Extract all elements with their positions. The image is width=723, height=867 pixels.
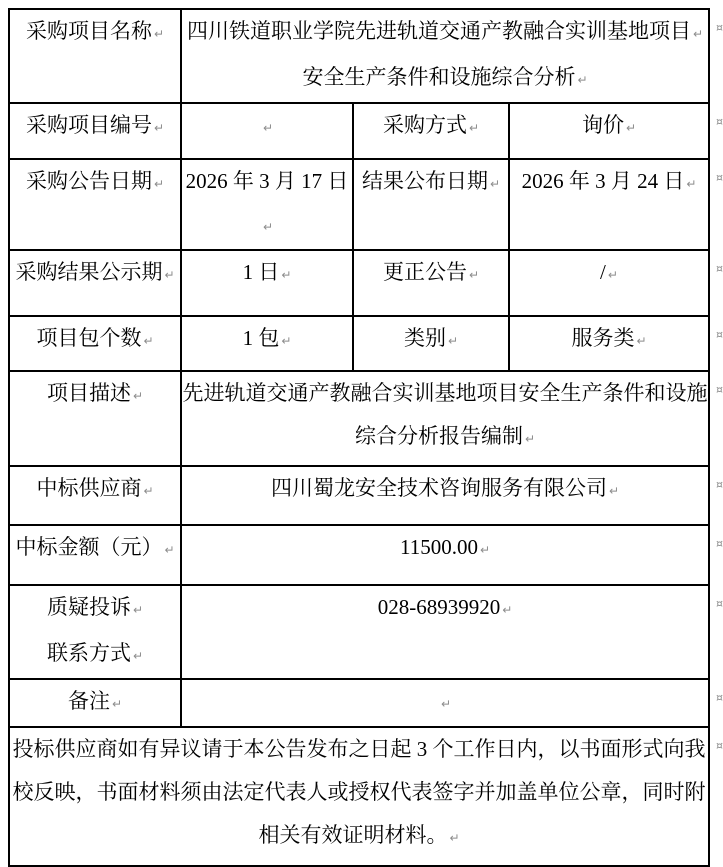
package-count-value-cell[interactable] xyxy=(181,316,353,371)
publicity-period-value: 1 日 xyxy=(242,260,280,284)
paragraph-mark-icon: ↵ xyxy=(468,121,480,135)
project-name-label-cell[interactable] xyxy=(9,9,181,103)
objection-note-cell[interactable] xyxy=(9,727,723,866)
remark-label-cell[interactable] xyxy=(9,679,181,727)
paragraph-mark-icon: ↵ xyxy=(164,543,175,557)
project-name-value-cell[interactable] xyxy=(181,9,723,103)
paragraph-mark-icon: ↵ xyxy=(636,334,647,348)
paragraph-mark-icon: ↵ xyxy=(153,121,165,135)
paragraph-mark-icon: ↵ xyxy=(132,389,144,403)
description-value-line-2: 综合分析报告编制 xyxy=(354,424,523,448)
procurement-result-table xyxy=(8,8,723,867)
paragraph-mark-icon: ↵ xyxy=(524,432,536,446)
purchase-method-label-cell[interactable] xyxy=(353,103,509,159)
row-project-name xyxy=(9,9,709,103)
row-winning-supplier xyxy=(9,466,709,525)
package-count-label: 项目包个数 xyxy=(36,326,142,350)
complaint-contact-label-line-2: 联系方式 xyxy=(46,641,131,665)
purchase-method-value: 询价 xyxy=(581,113,624,137)
winning-amount-label: 中标金额（元） xyxy=(15,535,163,559)
cell-end-mark-icon: ¤ xyxy=(716,597,723,610)
paragraph-mark-icon: ↵ xyxy=(153,177,165,191)
winning-amount-label-cell[interactable] xyxy=(9,525,181,585)
announcement-date-label-cell[interactable] xyxy=(9,159,181,250)
row-publicity-correction xyxy=(9,250,709,316)
cell-end-mark-icon: ¤ xyxy=(716,691,723,704)
category-value: 服务类 xyxy=(571,326,635,350)
project-number-label-cell[interactable] xyxy=(9,103,181,159)
category-value-cell[interactable] xyxy=(509,316,723,371)
paragraph-mark-icon: ↵ xyxy=(502,603,513,617)
cell-end-mark-icon: ¤ xyxy=(716,21,723,34)
row-remark xyxy=(9,679,709,727)
paragraph-mark-icon: ↵ xyxy=(111,697,123,711)
cell-end-mark-icon: ¤ xyxy=(716,115,723,128)
paragraph-mark-icon: ↵ xyxy=(440,697,452,711)
paragraph-mark-icon: ↵ xyxy=(692,27,704,41)
correction-notice-label: 更正公告 xyxy=(382,260,467,284)
publicity-period-label: 采购结果公示期 xyxy=(15,260,163,284)
row-dates xyxy=(9,159,709,250)
result-publish-date-label: 结果公布日期 xyxy=(361,169,488,193)
cell-end-mark-icon: ¤ xyxy=(716,171,723,184)
winning-supplier-label-cell[interactable] xyxy=(9,466,181,525)
paragraph-mark-icon: ↵ xyxy=(281,334,292,348)
paragraph-mark-icon: ↵ xyxy=(447,334,459,348)
project-name-label: 采购项目名称 xyxy=(25,19,152,43)
cell-end-mark-icon: ¤ xyxy=(716,537,723,550)
announcement-date-value-cell[interactable] xyxy=(181,159,353,250)
complaint-contact-value: 028-68939920 xyxy=(377,595,501,619)
paragraph-mark-icon: ↵ xyxy=(262,220,274,234)
cell-end-mark-icon: ¤ xyxy=(716,383,723,396)
winning-supplier-label: 中标供应商 xyxy=(36,476,142,500)
paragraph-mark-icon: ↵ xyxy=(143,484,154,498)
complaint-contact-label-cell[interactable] xyxy=(9,585,181,679)
project-name-value-line-1: 四川铁道职业学院先进轨道交通产教融合实训基地项目 xyxy=(186,19,691,43)
paragraph-mark-icon: ↵ xyxy=(449,831,460,845)
result-publish-date-value: 2026 年 3 月 24 日 xyxy=(521,169,685,193)
description-value-line-1: 先进轨道交通产教融合实训基地项目安全生产条件和设施 xyxy=(182,381,708,405)
category-label: 类别 xyxy=(403,326,446,350)
paragraph-mark-icon: ↵ xyxy=(143,334,154,348)
correction-notice-label-cell[interactable] xyxy=(353,250,509,316)
winning-amount-value: 11500.00 xyxy=(399,535,478,559)
purchase-method-label: 采购方式 xyxy=(382,113,467,137)
announcement-date-label: 采购公告日期 xyxy=(25,169,152,193)
paragraph-mark-icon: ↵ xyxy=(132,603,144,617)
complaint-contact-label-line-1: 质疑投诉 xyxy=(46,595,131,619)
complaint-contact-value-cell[interactable] xyxy=(181,585,723,679)
description-label-cell[interactable] xyxy=(9,371,181,466)
project-name-value-line-2: 安全生产条件和设施综合分析 xyxy=(302,65,576,89)
result-publish-date-label-cell[interactable] xyxy=(353,159,509,250)
row-package-category xyxy=(9,316,709,371)
package-count-label-cell[interactable] xyxy=(9,316,181,371)
description-label: 项目描述 xyxy=(46,381,131,405)
paragraph-mark-icon: ↵ xyxy=(281,268,292,282)
result-publish-date-value-cell[interactable] xyxy=(509,159,723,250)
row-objection-note xyxy=(9,727,709,866)
publicity-period-label-cell[interactable] xyxy=(9,250,181,316)
row-project-number-method xyxy=(9,103,709,159)
cell-end-mark-icon: ¤ xyxy=(716,328,723,341)
paragraph-mark-icon: ↵ xyxy=(607,268,618,282)
category-label-cell[interactable] xyxy=(353,316,509,371)
description-value-cell[interactable] xyxy=(181,371,723,466)
correction-notice-value-cell[interactable] xyxy=(509,250,723,316)
paragraph-mark-icon: ↵ xyxy=(686,177,697,191)
winning-amount-value-cell[interactable] xyxy=(181,525,723,585)
paragraph-mark-icon: ↵ xyxy=(608,484,620,498)
winning-supplier-value-cell[interactable] xyxy=(181,466,723,525)
package-count-value: 1 包 xyxy=(242,326,280,350)
publicity-period-value-cell[interactable] xyxy=(181,250,353,316)
paragraph-mark-icon: ↵ xyxy=(132,649,144,663)
paragraph-mark-icon: ↵ xyxy=(262,121,274,135)
purchase-method-value-cell[interactable] xyxy=(509,103,723,159)
cell-end-mark-icon: ¤ xyxy=(716,478,723,491)
remark-label: 备注 xyxy=(67,689,110,713)
paragraph-mark-icon: ↵ xyxy=(153,27,165,41)
row-description xyxy=(9,371,709,466)
project-number-value-cell[interactable] xyxy=(181,103,353,159)
cell-end-mark-icon: ¤ xyxy=(716,262,723,275)
announcement-date-value: 2026 年 3 月 17 日 xyxy=(185,169,349,193)
objection-note-text: 投标供应商如有异议请于本公告发布之日起 3 个工作日内，以书面形式向我校反映，书面材料须由法定代表人或授权代表签字并加盖单位公章，同时附相关有效证明材料。 xyxy=(12,737,706,847)
row-winning-amount xyxy=(9,525,709,585)
correction-notice-value: / xyxy=(600,260,606,284)
paragraph-mark-icon: ↵ xyxy=(577,73,588,87)
paragraph-mark-icon: ↵ xyxy=(625,121,637,135)
paragraph-mark-icon: ↵ xyxy=(468,268,480,282)
winning-supplier-value: 四川蜀龙安全技术咨询服务有限公司 xyxy=(270,476,607,500)
remark-value-cell[interactable] xyxy=(181,679,723,727)
paragraph-mark-icon: ↵ xyxy=(489,177,501,191)
paragraph-mark-icon: ↵ xyxy=(164,268,175,282)
paragraph-mark-icon: ↵ xyxy=(479,543,491,557)
project-number-label: 采购项目编号 xyxy=(25,113,152,137)
cell-end-mark-icon: ¤ xyxy=(716,739,723,752)
row-complaint-contact xyxy=(9,585,709,679)
